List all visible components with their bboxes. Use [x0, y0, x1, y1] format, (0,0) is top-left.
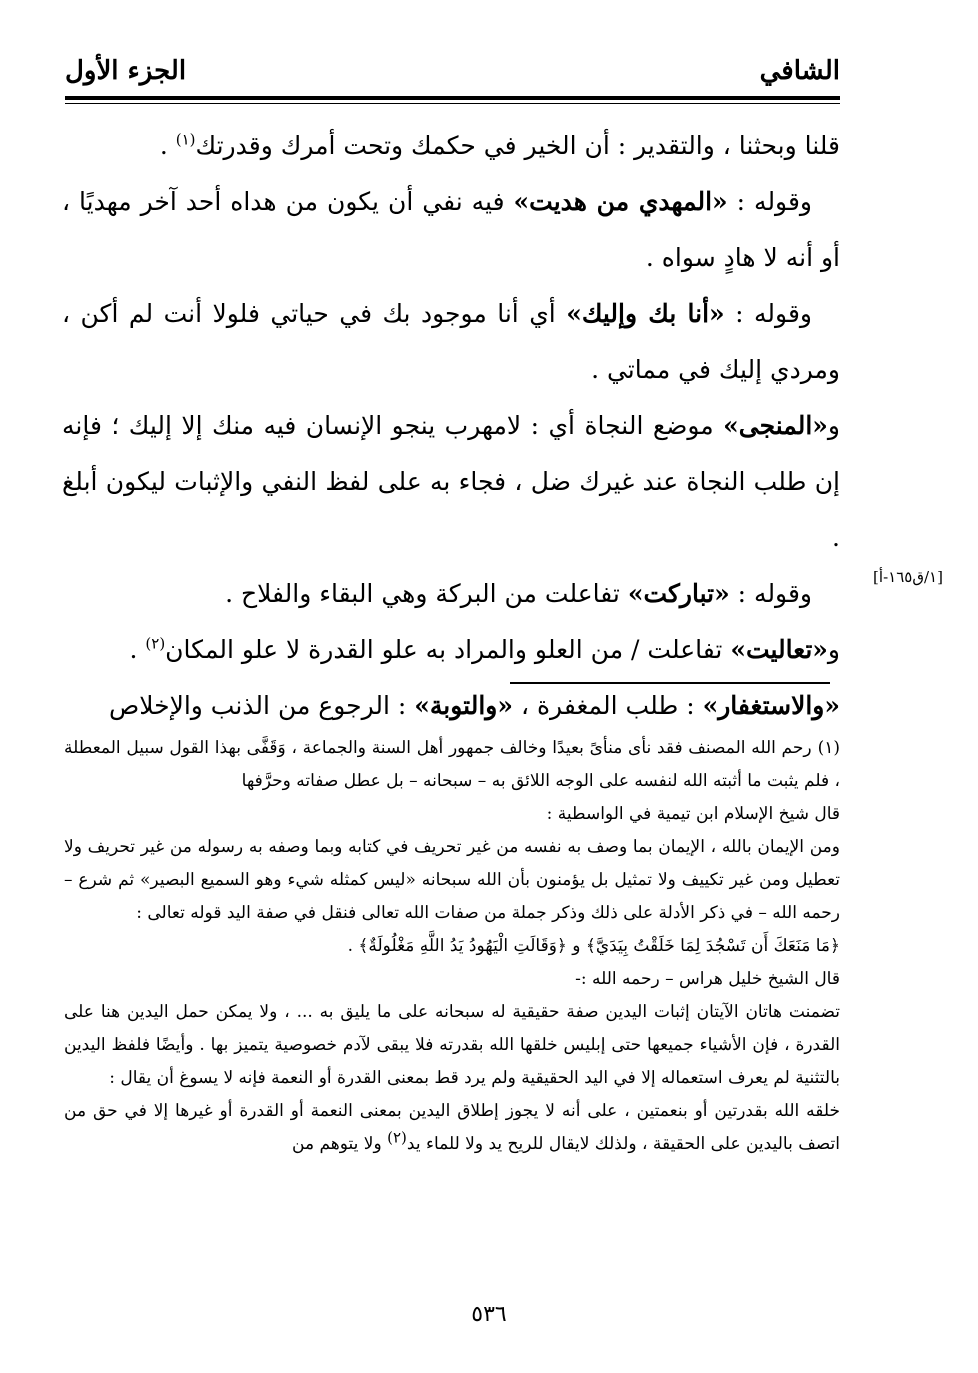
footnotes	[64, 732, 840, 1161]
footnote-ref-2: (٢)	[145, 634, 166, 653]
header-rule-thick	[65, 96, 840, 100]
paragraph-7: «والاستغفار» : طلب المغفرة ، «والتوبة» : الرجوع من الذنب والإخلاص	[108, 691, 840, 720]
footnote-1-line-1: (١)رحم الله المصنف فقد نأى منأىً بعيدًا وخالف جمهور أهل السنة والجماعة ، وَقَفَّى بهذا القول سبيل المعطلة ، فلم يثبت ما أثبته الله لنفسه على الوجه اللائق به – سبحانه – بل عطل صفاته وحرَّفها	[64, 738, 840, 791]
footnote-inner-ref: (٢)	[387, 1128, 407, 1147]
main-text	[62, 118, 840, 734]
paragraph-6: و«تعاليت» تفاعلت / من العلو والمراد به علو القدرة لا علو المكان$^{(٢)}$ .	[129, 634, 840, 664]
term-al-mahdi: «المهدي من هديت»	[513, 187, 728, 216]
term-tabarakta: «تباركت»	[627, 579, 730, 608]
footnote-1-line-6: تضمنت هاتان الآيتان إثبات اليدين صفة حقيقية له سبحانه على ما يليق به ... ، ولا يمكن حمل اليدين هنا على القدرة ، فإن الأشياء جميعها حتى إبليس خلقها الله بقدرته فلا يبقى لآدم خصوصية يتميز بها . وأيضًا فلفظ اليدين بالتثنية لم يعرف استعماله إلا في اليد الحقيقية ولم يرد قط بمعنى القدرة أو النعمة فإنه لا يسوغ أن يقال :	[64, 1002, 840, 1088]
paragraph-5: وقوله : «تباركت» تفاعلت من البركة وهي البقاء والفلاح .	[225, 579, 812, 608]
footnote-1-quran-verses: ﴿مَا مَنَعَكَ أَن تَسْجُدَ لِمَا خَلَقْتُ بِيَدَيَّ﴾ و ﴿وَقَالَتِ الْيَهُودُ يَدُ اللَّهِ مَغْلُولَةٌ﴾ .	[347, 936, 840, 956]
term-ana-bika: «أنا بك وإليك»	[566, 299, 725, 328]
footnote-ref-1: (١)	[175, 130, 196, 149]
paragraph-3: وقوله : «أنا بك وإليك» أي أنا موجود بك في حياتي فلولا أنت لم أكن ، ومردي إليك في مماتي .	[62, 299, 840, 384]
paragraph-1: قلنا وبحثنا ، والتقدير : أن الخير في حكمك وتحت أمرك وقدرتك$^{(١)}$ .	[159, 130, 840, 160]
manuscript-folio-marker: [١/ق١٦٥-أ]	[873, 568, 943, 586]
book-title: الشافي	[759, 56, 840, 86]
footnote-1-line-2: قال شيخ الإسلام ابن تيمية في الواسطية :	[546, 804, 840, 824]
term-al-manja: «المنجى»	[723, 411, 828, 440]
footnote-1-line-5: قال الشيخ خليل هراس – رحمه الله :-	[575, 969, 840, 989]
term-al-tawba: «والتوبة»	[414, 691, 513, 720]
term-al-istighfar: «والاستغفار»	[702, 691, 840, 720]
running-header	[65, 50, 840, 94]
footnote-number: (١)	[817, 738, 840, 758]
part-label: الجزء الأول	[65, 56, 187, 86]
footnote-1-line-3: ومن الإيمان بالله ، الإيمان بما وصف به نفسه من غير تحريف في كتابه وبما وصفه به رسوله من غير تحريف ولا تعطيل ومن غير تكييف ولا تمثيل بل يؤمنون بأن الله سبحانه «ليس كمثله شيء وهو السميع البصير» ثم شرع – رحمه الله – في ذكر الأدلة على ذلك وذكر جملة من صفات الله تعالى فنقل في صفة اليد قوله تعالى :	[64, 837, 840, 923]
header-rule-thin	[65, 103, 840, 104]
footnote-separator	[510, 682, 830, 684]
paragraph-2: وقوله : «المهدي من هديت» فيه نفي أن يكون من هداه أحد آخر مهديًا ، أو أنه لا هادٍ سواه .	[62, 187, 840, 272]
term-taalayta: «تعاليت»	[730, 635, 828, 664]
page-number: ٥٣٦	[471, 1302, 507, 1327]
footnote-1-line-7: خلقه الله بقدرتين أو بنعمتين ، على أنه لا يجوز إطلاق اليدين بمعنى النعمة أو القدرة أو غيرها إلا في حق من اتصف باليدين على الحقيقة ، ولذلك لايقال للريح يد ولا للماء يد$^{(٢)}$ ولا يتوهم من	[64, 1101, 840, 1154]
paragraph-4: و«المنجى» موضع النجاة أي : لامهرب ينجو الإنسان فيه منك إلا إليك ؛ فإنه إن طلب النجاة عند غيرك ضل ، فجاء به على لفظ النفي والإثبات ليكون أبلغ .	[62, 411, 840, 552]
